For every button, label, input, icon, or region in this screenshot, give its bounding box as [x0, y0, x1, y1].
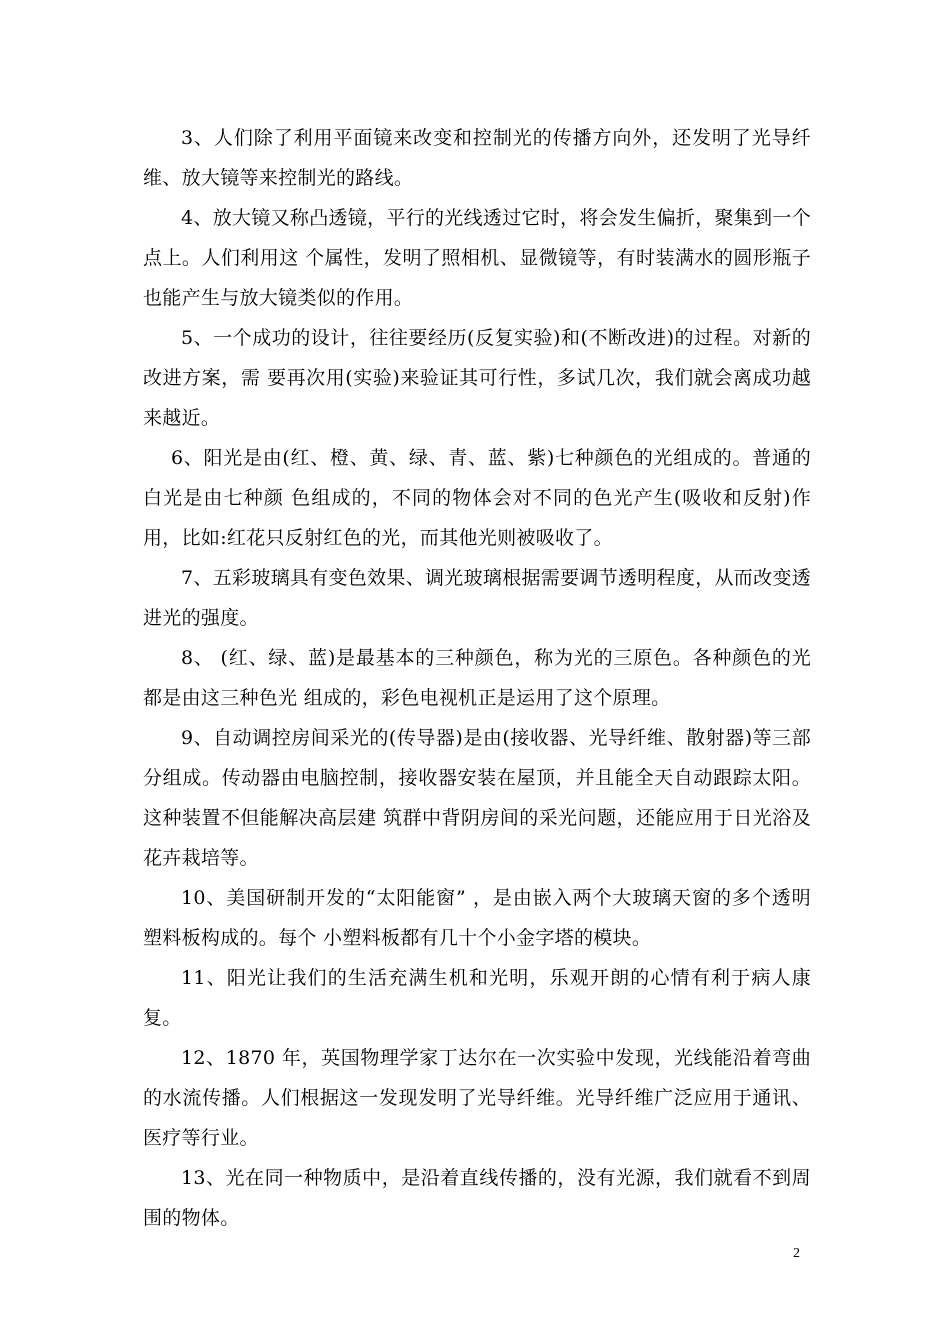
paragraph-12: 12、1870 年，英国物理学家丁达尔在一次实验中发现，光线能沿着弯曲的水流传播。人们根据这一发现发明了光导纤维。光导纤维广泛应用于通讯、医疗等行业。	[143, 1047, 811, 1149]
paragraph-6: 6、阳光是由(红、橙、黄、绿、青、蓝、紫)七种颜色的光组成的。普通的白光是由七种颜 色组成的，不同的物体会对不同的色光产生(吸收和反射)作用，比如:红花只反射红色的光，而其他光则被吸收了。	[143, 447, 811, 549]
paragraph-3: 3、人们除了利用平面镜来改变和控制光的传播方向外，还发明了光导纤维、放大镜等来控制光的路线。	[143, 127, 811, 189]
paragraph-8: 8、 (红、绿、蓝)是最基本的三种颜色，称为光的三原色。各种颜色的光都是由这三种色光 组成的，彩色电视机正是运用了这个原理。	[143, 647, 811, 709]
paragraph-13: 13、光在同一种物质中，是沿着直线传播的，没有光源，我们就看不到周围的物体。	[143, 1167, 811, 1229]
paragraph-10: 10、美国研制开发的“太阳能窗” ，是由嵌入两个大玻璃天窗的多个透明塑料板构成的。每个 小塑料板都有几十个小金字塔的模块。	[143, 887, 811, 949]
document-body	[143, 118, 811, 1238]
paragraph-7: 7、五彩玻璃具有变色效果、调光玻璃根据需要调节透明程度，从而改变透进光的强度。	[143, 567, 811, 629]
paragraph-11: 11、阳光让我们的生活充满生机和光明，乐观开朗的心情有利于病人康复。	[143, 967, 811, 1029]
page-number: 2	[793, 1246, 800, 1261]
paragraph-4: 4、放大镜又称凸透镜，平行的光线透过它时，将会发生偏折，聚集到一个点上。人们利用这 个属性，发明了照相机、显微镜等，有时装满水的圆形瓶子也能产生与放大镜类似的作用。	[143, 207, 811, 309]
paragraph-9: 9、自动调控房间采光的(传导器)是由(接收器、光导纤维、散射器)等三部分组成。传动器由电脑控制，接收器安装在屋顶，并且能全天自动跟踪太阳。这种装置不但能解决高层建 筑群中背阴房间的采光问题，还能应用于日光浴及花卉栽培等。	[143, 727, 811, 869]
paragraph-5: 5、一个成功的设计，往往要经历(反复实验)和(不断改进)的过程。对新的改进方案，需 要再次用(实验)来验证其可行性，多试几次，我们就会离成功越来越近。	[143, 327, 811, 429]
